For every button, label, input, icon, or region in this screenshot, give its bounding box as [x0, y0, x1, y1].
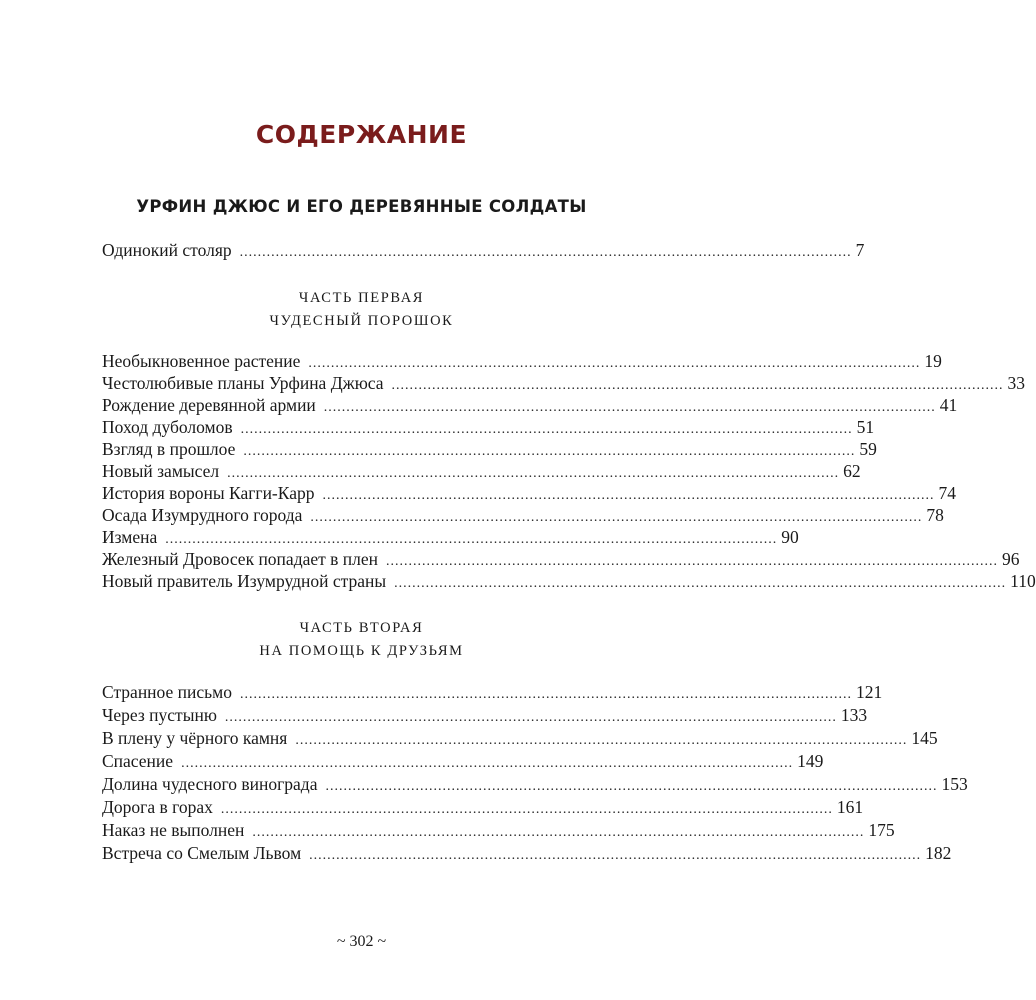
toc-row	[102, 727, 938, 749]
dot-leader: ........................................................................................................................................	[386, 554, 999, 569]
toc-row	[102, 416, 875, 438]
chapter-title: Наказ не выполнен	[102, 820, 245, 840]
chapter-title: Одинокий столяр	[102, 240, 232, 260]
part-label: ЧАСТЬ ПЕРВАЯ	[298, 290, 425, 306]
toc-row	[102, 773, 968, 795]
toc-row	[102, 350, 942, 372]
dot-leader: ........................................................................................................................................	[243, 444, 856, 459]
dot-leader: ........................................................................................................................................	[322, 488, 935, 503]
chapter-title: История вороны Кагги-Карр	[102, 483, 315, 503]
dot-leader: ........................................................................................................................................	[165, 532, 778, 547]
chapter-title: Необыкновенное растение	[102, 351, 301, 371]
chapter-page: 96	[1002, 549, 1020, 569]
toc-row	[102, 526, 799, 548]
dot-leader: ........................................................................................................................................	[308, 356, 921, 371]
chapter-title: Странное письмо	[102, 682, 232, 702]
chapter-page: 19	[924, 351, 942, 371]
book-title: УРФИН ДЖЮС И ЕГО ДЕРЕВЯННЫЕ СОЛДАТЫ	[136, 197, 587, 216]
chapter-page: 62	[843, 461, 861, 481]
chapter-title: Осада Изумрудного города	[102, 505, 303, 525]
chapter-page: 133	[840, 705, 868, 725]
toc-row	[102, 460, 861, 482]
chapter-title: Измена	[102, 527, 158, 547]
chapter-page: 161	[836, 797, 864, 817]
toc-row	[102, 438, 877, 460]
toc-row	[102, 681, 883, 703]
toc-row	[102, 704, 868, 726]
dot-leader: ........................................................................................................................................	[240, 422, 853, 437]
part-title: НА ПОМОЩЬ К ДРУЗЬЯМ	[259, 643, 464, 659]
chapter-title: Взгляд в прошлое	[102, 439, 236, 459]
chapter-page: 78	[926, 505, 944, 525]
chapter-page: 149	[797, 751, 824, 771]
toc-row	[102, 796, 864, 818]
page-number: ~ 302 ~	[336, 933, 387, 950]
toc-row	[102, 750, 824, 772]
part-label: ЧАСТЬ ВТОРАЯ	[299, 620, 424, 636]
chapter-title: Дорога в горах	[102, 797, 213, 817]
dot-leader: ........................................................................................................................................	[239, 687, 852, 702]
toc-row	[102, 372, 1026, 394]
dot-leader: ........................................................................................................................................	[391, 378, 1004, 393]
toc-row	[102, 239, 865, 261]
chapter-title: Железный Дровосек попадает в плен	[102, 549, 379, 569]
dot-leader: ........................................................................................................................................	[325, 779, 938, 794]
dot-leader: ........................................................................................................................................	[310, 510, 923, 525]
chapter-title: Долина чудесного винограда	[102, 774, 318, 794]
chapter-page: 110	[1010, 571, 1036, 591]
chapter-page: 41	[939, 395, 958, 415]
chapter-title: Встреча со Смелым Львом	[102, 843, 302, 863]
toc-row	[102, 504, 944, 526]
toc-row	[102, 819, 895, 841]
dot-leader: ........................................................................................................................................	[323, 400, 936, 415]
chapter-page: 59	[859, 439, 877, 459]
chapter-title: Новый правитель Изумрудной страны	[102, 571, 387, 591]
dot-leader: ........................................................................................................................................	[181, 756, 794, 771]
dot-leader: ........................................................................................................................................	[309, 848, 922, 863]
chapter-page: 51	[856, 417, 875, 437]
dot-leader: ........................................................................................................................................	[239, 245, 852, 260]
part-title: ЧУДЕСНЫЙ ПОРОШОК	[269, 313, 454, 329]
chapter-page: 33	[1007, 373, 1026, 393]
dot-leader: ........................................................................................................................................	[252, 825, 865, 840]
chapter-title: Честолюбивые планы Урфина Джюса	[102, 373, 384, 393]
dot-leader: ........................................................................................................................................	[220, 802, 833, 817]
dot-leader: ........................................................................................................................................	[394, 576, 1007, 591]
toc-row	[102, 842, 952, 864]
chapter-page: 7	[855, 240, 865, 260]
chapter-page: 121	[855, 682, 883, 702]
chapter-page: 90	[781, 527, 799, 547]
chapter-page: 175	[868, 820, 895, 840]
chapter-title: В плену у чёрного камня	[102, 728, 288, 748]
toc-row	[102, 482, 956, 504]
dot-leader: ........................................................................................................................................	[295, 733, 908, 748]
chapter-title: Поход дуболомов	[102, 417, 233, 437]
chapter-title: Новый замысел	[102, 461, 220, 481]
chapter-title: Спасение	[102, 751, 174, 771]
chapter-page: 153	[941, 774, 968, 794]
chapter-page: 182	[925, 843, 952, 863]
page-title: СОДЕРЖАНИЕ	[255, 120, 468, 149]
toc-row	[102, 394, 958, 416]
chapter-page: 145	[911, 728, 938, 748]
chapter-title: Рождение деревянной армии	[102, 395, 316, 415]
dot-leader: ........................................................................................................................................	[224, 710, 837, 725]
toc-row	[102, 548, 1020, 570]
chapter-page: 74	[938, 483, 956, 503]
chapter-title: Через пустыню	[102, 705, 217, 725]
toc-row	[102, 570, 1036, 592]
dot-leader: ........................................................................................................................................	[227, 466, 840, 481]
